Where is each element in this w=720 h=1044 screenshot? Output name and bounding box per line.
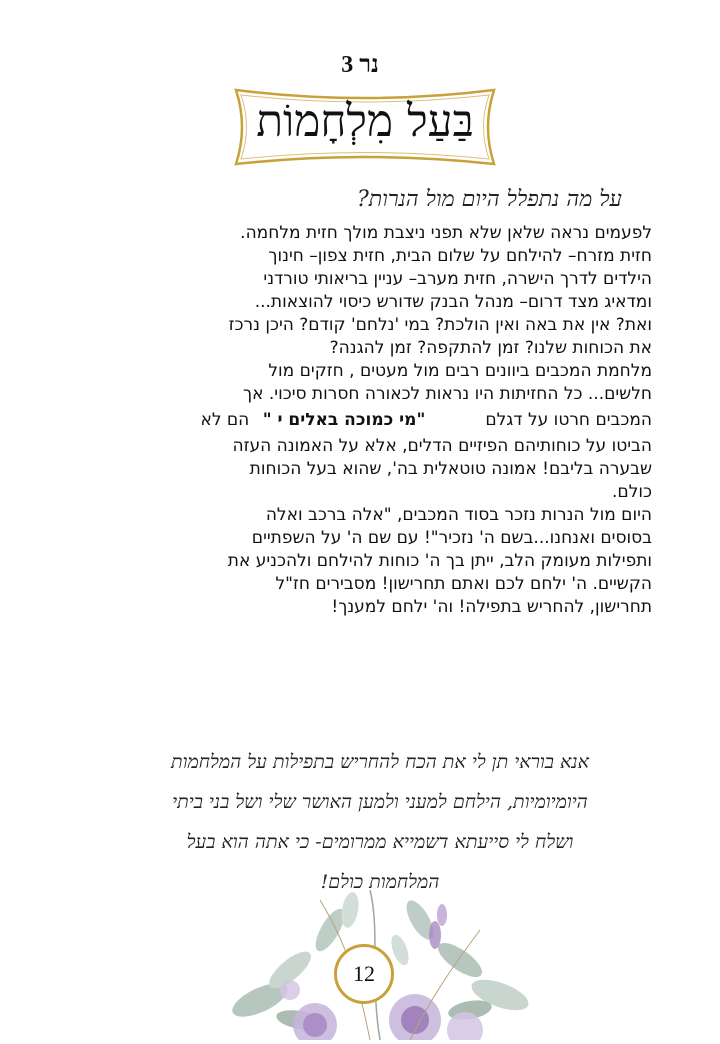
body-line-motto — [122, 409, 652, 432]
body-line-part: המכבים חרטו על דגלם — [485, 410, 652, 430]
prayer-line: אנא בוראי תן לי את הכח להחריש בתפילות על המלחמות — [171, 751, 589, 773]
body-line: הביטו על כוחותיהם הפיזיים הדלים, אלא על האמונה העזה — [232, 436, 652, 456]
candle-number-heading: נר 3 — [341, 52, 379, 78]
motto-quote: "מי כמוכה באלים י " — [262, 410, 426, 430]
page-number-badge — [334, 944, 394, 1004]
body-line: תחרישון, להחריש בתפילה! וה' ילחם למענך! — [331, 597, 652, 617]
body-line: ואת? אין את באה ואין הולכת? במי 'נלחם' קודם? היכן נרכז — [228, 315, 652, 335]
body-line: מלחמת המכבים ביוונים רבים מול מעטים , חזקים מול — [268, 361, 652, 381]
body-line: כולם. — [612, 482, 652, 502]
body-line: בסוסים ואנחנו...בשם ה' נזכיר"! עם שם ה' על השפתיים — [251, 528, 652, 548]
body-line-part: הם לא — [200, 410, 250, 430]
body-line: לפעמים נראה שלאן שלא תפני ניצבת מולך חזית מלחמה. — [240, 223, 652, 243]
body-line: ומדאיג מצד דרום– מנהל הבנק שדורש כיסוי להוצאות... — [254, 292, 652, 312]
body-text — [122, 222, 652, 619]
prayer-line: המלחמות כולם! — [320, 871, 440, 893]
body-line: ותפילות מעומק הלב, ייתן בך ה' כוחות להילחם ולהכניע את — [227, 551, 652, 571]
prayer-line: היומיומיות, הילחם למעני ולמען האושר שלי ושל בני ביתי — [172, 791, 588, 813]
body-line: חלשים... כל החזיתות היו נראות לכאורה חסרות סיכוי. אך — [242, 384, 652, 404]
page-title: בַּעַל מִלְחָמוֹת — [256, 96, 474, 147]
prayer-line: ושלח לי סייעתא דשמייא ממרומים- כי אתה הוא בעל — [186, 831, 574, 853]
body-line: שבערה בליבם! אמונה טוטאלית בה', שהוא בעל הכוחות — [249, 459, 652, 479]
page-number: 12 — [353, 961, 375, 986]
body-line: הקשיים. ה' ילחם לכם ואתם תחרישון! מסבירים חז"ל — [275, 574, 652, 594]
title-frame — [232, 84, 498, 170]
body-line: הילדים לדרך הישרה, חזית מערב– עניין בריאותי טורדני — [263, 269, 652, 289]
subtitle-question: על מה נתפלל היום מול הנרות? — [357, 187, 622, 212]
body-line: חזית מזרח– להילחם על שלום הבית, חזית צפון– חינוך — [268, 246, 652, 266]
body-line: את הכוחות שלנו? זמן להתקפה? זמן להגנה? — [329, 338, 652, 358]
body-line: היום מול הנרות נזכר בסוד המכבים, "אלה ברכב ואלה — [265, 505, 652, 525]
prayer-text — [90, 742, 670, 902]
